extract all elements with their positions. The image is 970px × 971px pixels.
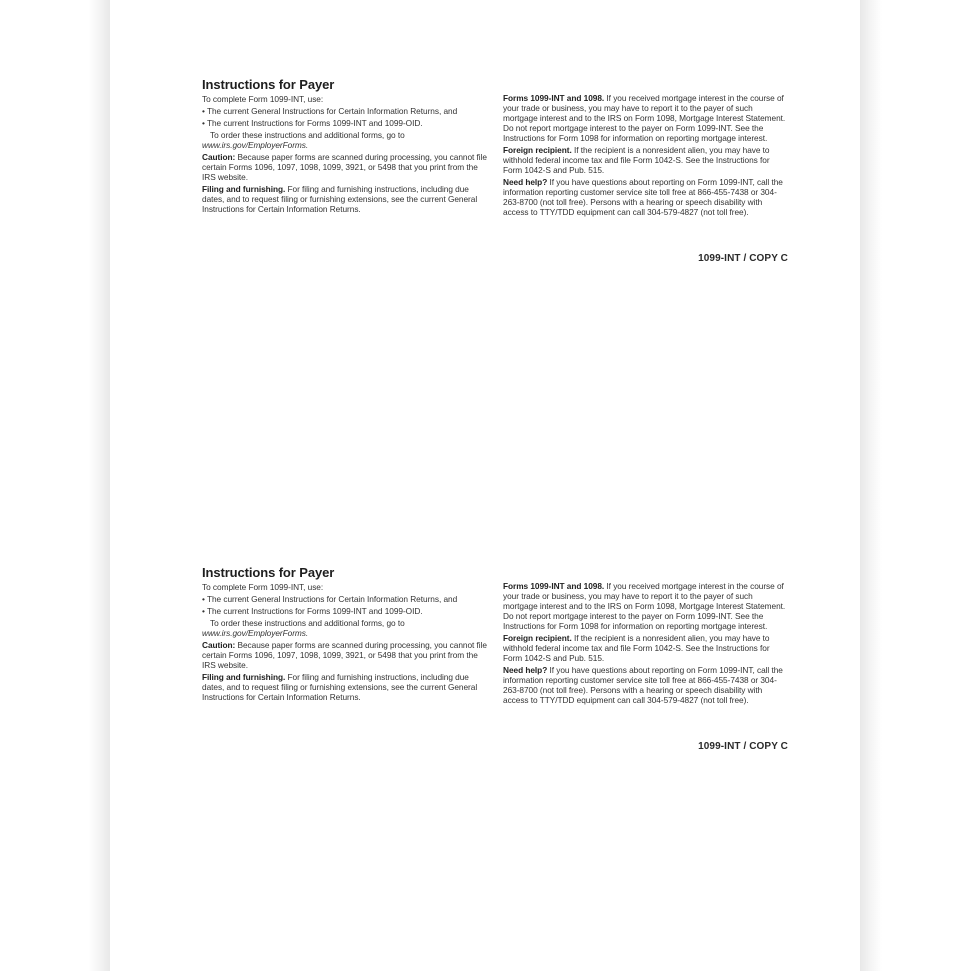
- bullet-general-instructions: • The current General Instructions for Certain Information Returns, and: [202, 594, 458, 604]
- order-text: To order these instructions and additional forms, go to: [210, 130, 405, 140]
- filing-label: Filing and furnishing.: [202, 184, 286, 194]
- caution-label: Caution:: [202, 152, 236, 162]
- bullet-form-instructions: • The current Instructions for Forms 1099-INT and 1099-OID.: [202, 118, 423, 128]
- forms-paragraph: [503, 581, 788, 631]
- help-paragraph: [503, 665, 788, 705]
- caution-text: Because paper forms are scanned during processing, you cannot file certain Forms 1096, 1097, 1098, 1099, 3921, or 5498 that you print from the IRS website.: [202, 640, 487, 670]
- right-column: [503, 93, 788, 219]
- caution-paragraph: [202, 640, 488, 670]
- forms-label: Forms 1099-INT and 1098.: [503, 93, 605, 103]
- help-text: If you have questions about reporting on Form 1099-INT, call the information reporting customer service site toll free at 866-455-7438 or 304-263-8700 (not toll free). Persons with a hearing or speech disability with access to TTY/TDD equipment can call 304-579-4827 (not toll free).: [503, 665, 783, 705]
- help-label: Need help?: [503, 665, 548, 675]
- forms-text: If you received mortgage interest in the course of your trade or business, you may have to report it to the payer of such mortgage interest and to the IRS on Form 1098, Mortgage Interest Statement. Do not report mortgage interest to the payer on Form 1099-INT. See the Instructions for Form 1098 for information on reporting mortgage interest.: [503, 93, 786, 143]
- copy-label: 1099-INT / COPY C: [698, 741, 788, 752]
- forms-label: Forms 1099-INT and 1098.: [503, 581, 605, 591]
- order-text: To order these instructions and additional forms, go to: [210, 618, 405, 628]
- copy-label: 1099-INT / COPY C: [698, 253, 788, 264]
- bullet-general-instructions: • The current General Instructions for Certain Information Returns, and: [202, 106, 458, 116]
- intro-text: To complete Form 1099-INT, use:: [202, 582, 324, 592]
- foreign-paragraph: [503, 145, 788, 175]
- help-paragraph: [503, 177, 788, 217]
- filing-text: For filing and furnishing instructions, including due dates, and to request filing or furnishing extensions, see the current General Instructions for Certain Information Returns.: [202, 672, 478, 702]
- order-url: www.irs.gov/EmployerForms.: [202, 628, 309, 638]
- foreign-label: Foreign recipient.: [503, 145, 572, 155]
- forms-paragraph: [503, 93, 788, 143]
- foreign-paragraph: [503, 633, 788, 663]
- caution-label: Caution:: [202, 640, 236, 650]
- help-label: Need help?: [503, 177, 548, 187]
- bullet-form-instructions: • The current Instructions for Forms 1099-INT and 1099-OID.: [202, 606, 423, 616]
- filing-text: For filing and furnishing instructions, including due dates, and to request filing or furnishing extensions, see the current General Instructions for Certain Information Returns.: [202, 184, 478, 214]
- payer-instructions-block: [202, 77, 788, 277]
- help-text: If you have questions about reporting on Form 1099-INT, call the information reporting customer service site toll free at 866-455-7438 or 304-263-8700 (not toll free). Persons with a hearing or speech disability with access to TTY/TDD equipment can call 304-579-4827 (not toll free).: [503, 177, 783, 217]
- filing-label: Filing and furnishing.: [202, 672, 286, 682]
- foreign-text: If the recipient is a nonresident alien, you may have to withhold federal income tax and file Form 1042-S. See the Instructions for Form 1042-S and Pub. 515.: [503, 145, 770, 175]
- caution-paragraph: [202, 152, 488, 182]
- page-shadow-right: [860, 0, 882, 971]
- left-column: [202, 77, 488, 216]
- payer-instructions-block: [202, 565, 788, 765]
- forms-text: If you received mortgage interest in the course of your trade or business, you may have to report it to the payer of such mortgage interest and to the IRS on Form 1098, Mortgage Interest Statement. Do not report mortgage interest to the payer on Form 1099-INT. See the Instructions for Form 1098 for information on reporting mortgage interest.: [503, 581, 786, 631]
- filing-paragraph: [202, 184, 488, 214]
- foreign-label: Foreign recipient.: [503, 633, 572, 643]
- page-shadow-left: [88, 0, 110, 971]
- left-column: [202, 565, 488, 704]
- form-sheet: [110, 0, 860, 971]
- caution-text: Because paper forms are scanned during processing, you cannot file certain Forms 1096, 1097, 1098, 1099, 3921, or 5498 that you print from the IRS website.: [202, 152, 487, 182]
- intro-text: To complete Form 1099-INT, use:: [202, 94, 324, 104]
- order-url: www.irs.gov/EmployerForms.: [202, 140, 309, 150]
- section-heading: Instructions for Payer: [202, 565, 335, 580]
- foreign-text: If the recipient is a nonresident alien, you may have to withhold federal income tax and file Form 1042-S. See the Instructions for Form 1042-S and Pub. 515.: [503, 633, 770, 663]
- section-heading: Instructions for Payer: [202, 77, 335, 92]
- filing-paragraph: [202, 672, 488, 702]
- right-column: [503, 581, 788, 707]
